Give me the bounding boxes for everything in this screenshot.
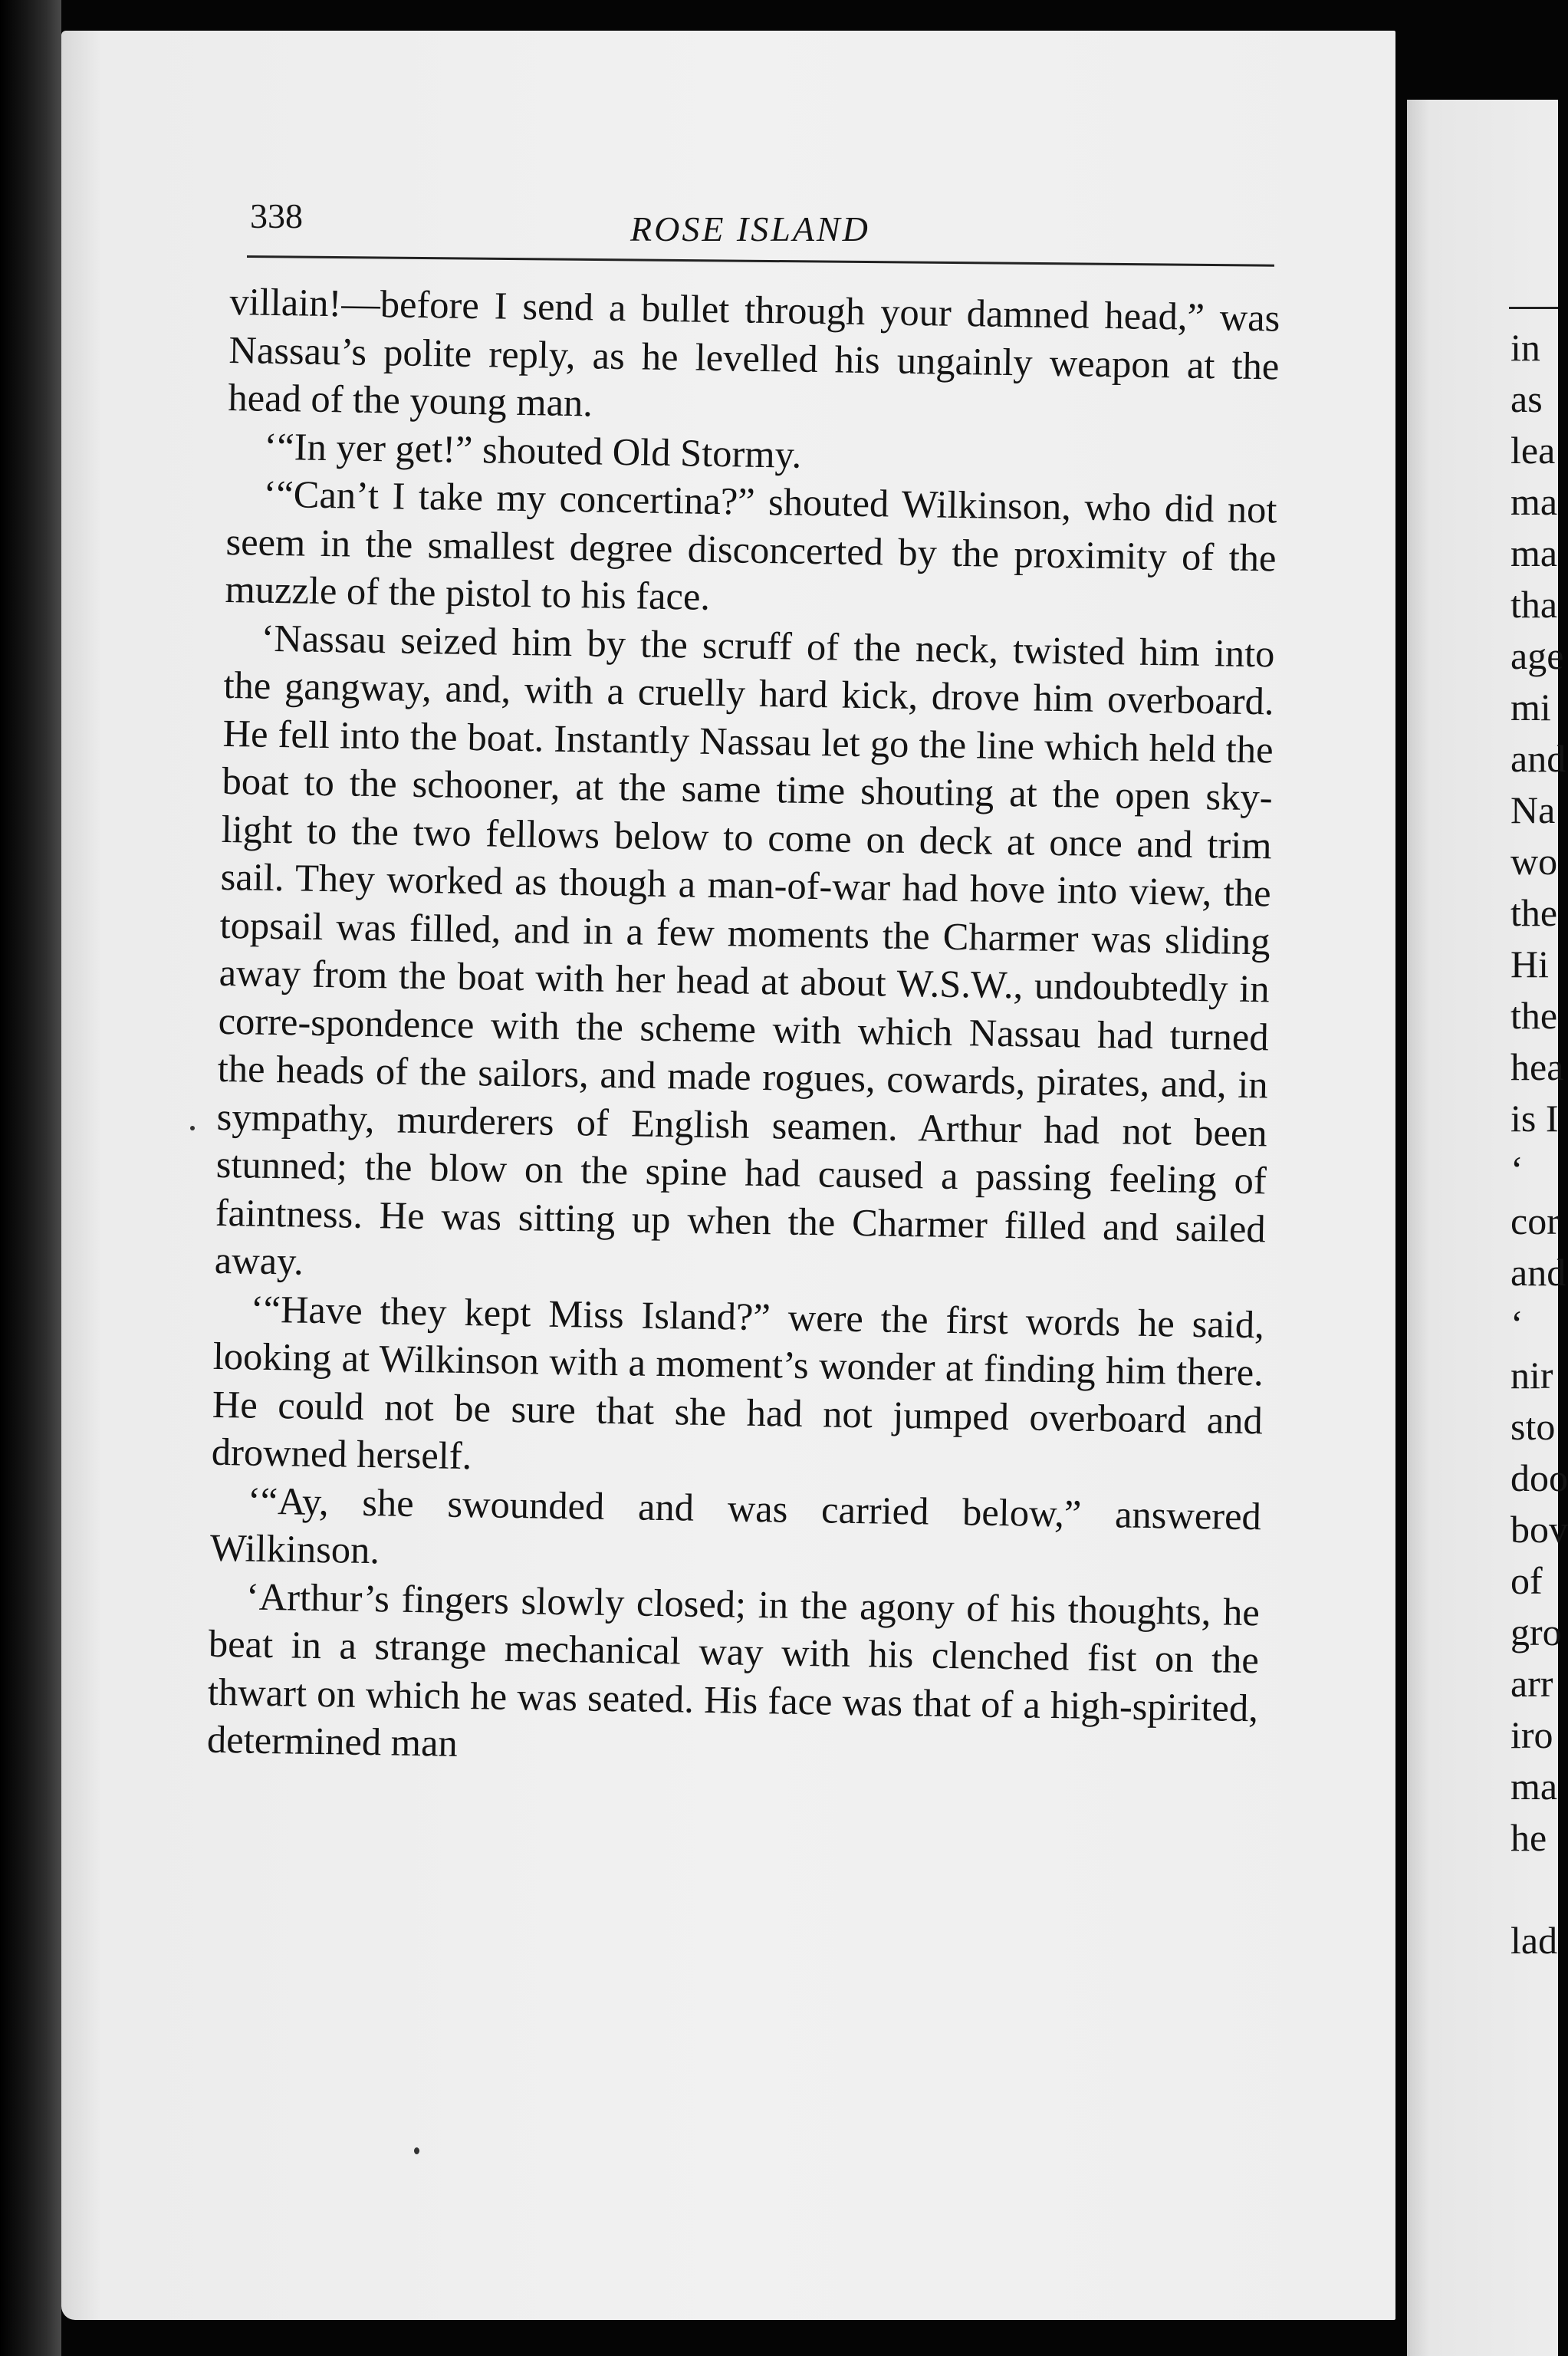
opposite-page-line: ma [1510, 1765, 1558, 1808]
opposite-page-line: the [1510, 994, 1558, 1037]
opposite-page-line: Hi [1510, 943, 1549, 986]
opposite-page-line: nir [1510, 1354, 1553, 1397]
ink-speck [190, 1126, 195, 1130]
opposite-page-line: ma [1510, 480, 1558, 523]
opposite-page-line: sto [1510, 1405, 1556, 1448]
opposite-page-line: Na [1510, 788, 1556, 831]
opposite-page-line: in [1510, 326, 1540, 369]
opposite-page-line: cor [1510, 1199, 1560, 1242]
opposite-page-line: iro [1510, 1713, 1553, 1756]
opposite-page-line: mi [1510, 686, 1551, 729]
paragraph: ‘Nassau seized him by the scruff of the neck, twisted him into the gangway, and, with a cruelly hard kick, drove him overboard. He fell into the boat. Instantly Nassau let go the line which held the boat to the schooner, at the same time shouting at the open sky-light to the two fellows below to come on deck at once and trim sail. They worked as though a man-of-war had hove into view, the topsail was filled, and in a few moments the Charmer was sliding away from the boat with her head at about W.S.W., undoubtedly in corre-spondence with the scheme with which Nassau had turned the heads of the sailors, and made rogues, cowards, pirates, and, in sympathy, murderers of English seamen. Arthur had not been stunned; the blow on the spine had caused a passing feeling of faintness. He was sitting up when the Charmer filled and sailed away. [214, 616, 1275, 1283]
opposite-page-line: the [1510, 891, 1558, 934]
opposite-page-line: lea [1510, 429, 1556, 472]
opposite-page-line: bov [1510, 1508, 1568, 1551]
running-head: ROSE ISLAND [630, 209, 870, 248]
book-gutter [0, 0, 61, 2356]
paragraph: ‘“Can’t I take my concertina?” shouted Wilkinson, who did not seem in the smallest degree disconcerted by the proximity of the muzzle of the pistol to his face. [225, 472, 1277, 618]
opposite-page-line: arr [1510, 1662, 1553, 1705]
opposite-page-line: lad [1510, 1919, 1558, 1962]
body-text [207, 278, 1280, 1780]
opposite-page-text [1510, 322, 1568, 1966]
opposite-page-rule [1509, 307, 1558, 309]
opposite-page-line: he [1510, 1816, 1547, 1859]
opposite-page-line: ‘ [1510, 1302, 1524, 1345]
paragraph: ‘Arthur’s fingers slowly closed; in the agony of his thoughts, he beat in a strange mechanical way with his clenched fist on the thwart on which he was seated. His face was that of a high-spirited, determined man [206, 1575, 1261, 1765]
opposite-page-line: doo [1510, 1456, 1568, 1499]
opposite-page-line: ‘ [1510, 1148, 1524, 1191]
opposite-page-line [1510, 1864, 1558, 1915]
opposite-page-line: is I [1510, 1097, 1559, 1140]
opposite-page-line: ma [1510, 531, 1558, 574]
opposite-page-line: gro [1510, 1611, 1562, 1653]
opposite-page-line: age [1510, 634, 1564, 677]
opposite-page-line: tha [1510, 583, 1558, 626]
ink-speck [414, 2147, 419, 2154]
opposite-page-line: and [1510, 1251, 1566, 1294]
page-number: 338 [250, 196, 303, 235]
opposite-page-line: wo [1510, 840, 1558, 883]
opposite-page-line: hea [1510, 1045, 1564, 1088]
paragraph: ‘“Have they kept Miss Island?” were the first words he said, looking at Wilkinson with a moment’s wonder at finding him there. He could not be sure that she had not jumped overboard and drowned herself. [211, 1287, 1265, 1478]
opposite-page-line: as [1510, 377, 1543, 420]
paragraph: ‘“In yer get!” shouted Old Stormy. [264, 424, 802, 476]
paragraph: villain!—before I send a bullet through your damned head,” was Nassau’s polite reply, as he levelled his ungainly weapon at the head of the young man. [228, 279, 1280, 425]
paragraph: ‘“Ay, she swounded and was carried below,” answered Wilkinson. [209, 1479, 1262, 1572]
opposite-page-line: of [1510, 1559, 1543, 1602]
opposite-page-line: and [1510, 737, 1566, 780]
